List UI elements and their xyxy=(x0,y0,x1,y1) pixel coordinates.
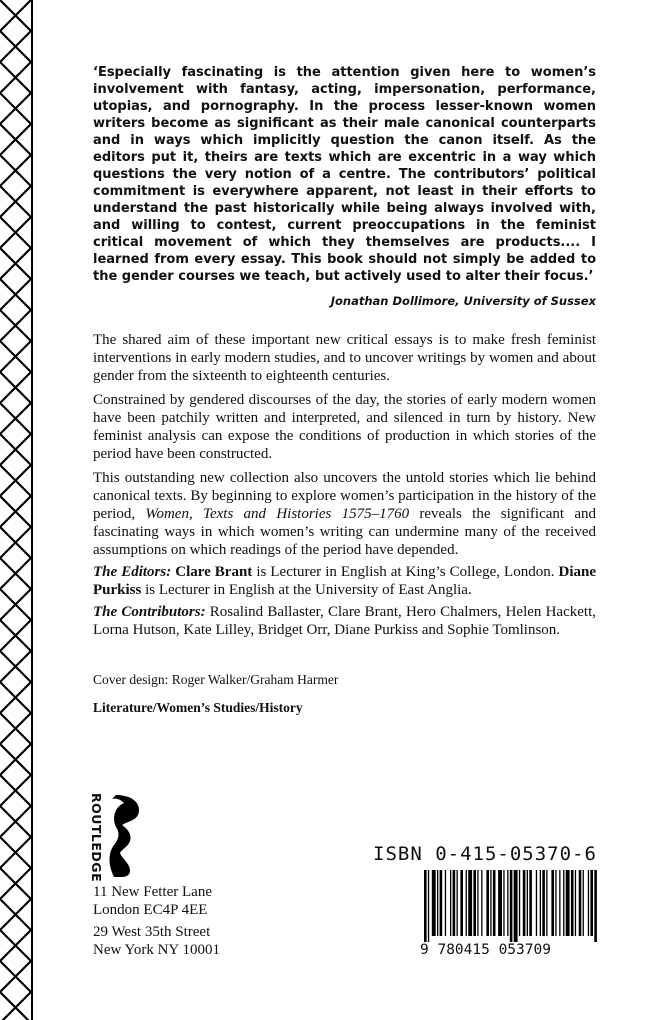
barcode-bar xyxy=(555,870,556,936)
address-london-line-2: London EC4P 4EE xyxy=(93,902,208,918)
address-new-york xyxy=(93,923,220,959)
barcode-bar xyxy=(579,870,582,936)
barcode-bar xyxy=(594,870,597,942)
address-london xyxy=(93,883,212,919)
barcode-bar xyxy=(519,870,520,936)
p3-text-after: reveals the significant and fascinating ways in which women’s writing can undermine many of the received assumptions on which readings of the period have depended. xyxy=(93,506,597,558)
barcode-bar xyxy=(529,870,532,936)
barcode-bar xyxy=(571,870,574,936)
editor-2-name: Diane Purkiss xyxy=(93,564,597,598)
barcode-bar xyxy=(566,870,570,936)
review-quote: ‘Especially fascinating is the attention given here to women’s involvement with fantasy, acting, impersonation, performance, utopias, and pornography. In the process lesser-known women writers become as significant as their male canonical counterparts and in ways which implicitly question the canon itself. As the editors put it, theirs are texts which are excentric in a way which questions the very notion of a centre. The contributors’ political commitment is everywhere apparent, not least in their efforts to understand the past historically while being always involved with, and willing to contest, current preoccupations in the feminist critical movement of which they themselves are products.... I learned from every essay. This book should not simply be added to the gender courses we teach, but actively used to alter their focus.’ xyxy=(93,65,596,284)
book-title: Women, Texts and Histories 1575–1760 xyxy=(145,506,410,522)
barcode-bar xyxy=(457,870,458,936)
subject-category: Literature/Women’s Studies/History xyxy=(93,700,303,715)
contributors-names: Rosalind Ballaster, Clare Brant, Hero Chalmers, Helen Hackett, Lorna Hutson, Kate Lilley, Bridget Orr, Diane Purkiss and Sophie Tomlinson. xyxy=(93,604,596,638)
editor-1-role: is Lecturer in English at King’s College, London. xyxy=(252,564,555,580)
p3-text-before: This outstanding new collection also uncovers the untold stories which lie behind canonical texts. By beginning to explore women’s participation in the history of the period, xyxy=(93,470,596,522)
barcode-bar xyxy=(432,870,436,936)
barcode-bar xyxy=(575,870,576,936)
barcode-bar xyxy=(437,870,438,936)
barcode-bar xyxy=(450,870,451,936)
barcode-bar xyxy=(424,870,427,942)
barcode-bar xyxy=(445,870,446,936)
barcode-bar xyxy=(466,870,467,936)
barcode-bar xyxy=(514,870,518,942)
barcode-bar xyxy=(440,870,443,936)
barcode-bar xyxy=(542,870,545,936)
cover-design-credit: Cover design: Roger Walker/Graham Harmer xyxy=(93,672,339,687)
barcode-bar xyxy=(536,870,537,936)
barcode-bar xyxy=(428,870,429,942)
barcode-bar xyxy=(477,870,478,936)
barcode-bar xyxy=(590,870,593,936)
barcode-bar xyxy=(503,870,504,936)
address-ny-line-2: New York NY 10001 xyxy=(93,942,220,958)
publisher-wordmark: ROUTLEDGE xyxy=(89,793,104,883)
barcode-bar xyxy=(473,870,476,936)
barcode-bar xyxy=(481,870,482,936)
editor-2-role: is Lecturer in English at the University of East Anglia. xyxy=(141,582,472,598)
decorative-border-strip xyxy=(0,0,33,1020)
barcode-bar xyxy=(527,870,528,936)
editor-1-name: Clare Brant xyxy=(175,564,253,580)
barcode-digits: 9 780415 053709 xyxy=(420,942,551,958)
barcode-bar xyxy=(493,870,496,936)
barcode-bar xyxy=(490,870,491,936)
zigzag-pattern xyxy=(0,0,31,1020)
address-ny-line-1: 29 West 35th Street xyxy=(93,924,211,940)
contributors-label: The Contributors: xyxy=(93,604,206,620)
barcode-bar xyxy=(563,870,564,936)
publisher-logo xyxy=(86,793,146,883)
barcode xyxy=(424,870,652,942)
barcode-bar xyxy=(559,870,560,936)
barcode-bar xyxy=(546,870,547,936)
barcode-bar xyxy=(588,870,589,936)
barcode-bar xyxy=(510,870,513,942)
description-paragraph-2: Constrained by gendered discourses of the day, the stories of early modern women have been patchily written and interpreted, and silenced in turn by history. New feminist analysis can expose the conditions of production in which stories of the period have been constructed. xyxy=(93,392,596,462)
barcode-bar xyxy=(460,870,463,936)
contributors-paragraph xyxy=(93,603,596,639)
barcode-bar xyxy=(498,870,502,936)
barcode-bar xyxy=(486,870,489,936)
barcode-bar xyxy=(507,870,508,936)
description-paragraph-1: The shared aim of these important new critical essays is to make fresh feminist interventions in early modern studies, and to uncover writings by women and about gender from the sixteenth to eighteenth centuries. xyxy=(93,332,596,384)
barcode-bar xyxy=(540,870,541,936)
barcode-bar xyxy=(583,870,584,936)
barcode-bar xyxy=(453,870,456,936)
routledge-profile-icon xyxy=(86,793,146,883)
barcode-bar xyxy=(468,870,472,936)
barcode-bar xyxy=(523,870,526,936)
isbn-number: ISBN 0-415-05370-6 xyxy=(373,843,597,865)
description-paragraph-3 xyxy=(93,469,596,559)
barcode-bar xyxy=(551,870,554,936)
quote-attribution: Jonathan Dollimore, University of Sussex xyxy=(330,294,596,308)
address-london-line-1: 11 New Fetter Lane xyxy=(93,884,212,900)
editors-paragraph xyxy=(93,563,596,599)
editors-label: The Editors: xyxy=(93,564,172,580)
